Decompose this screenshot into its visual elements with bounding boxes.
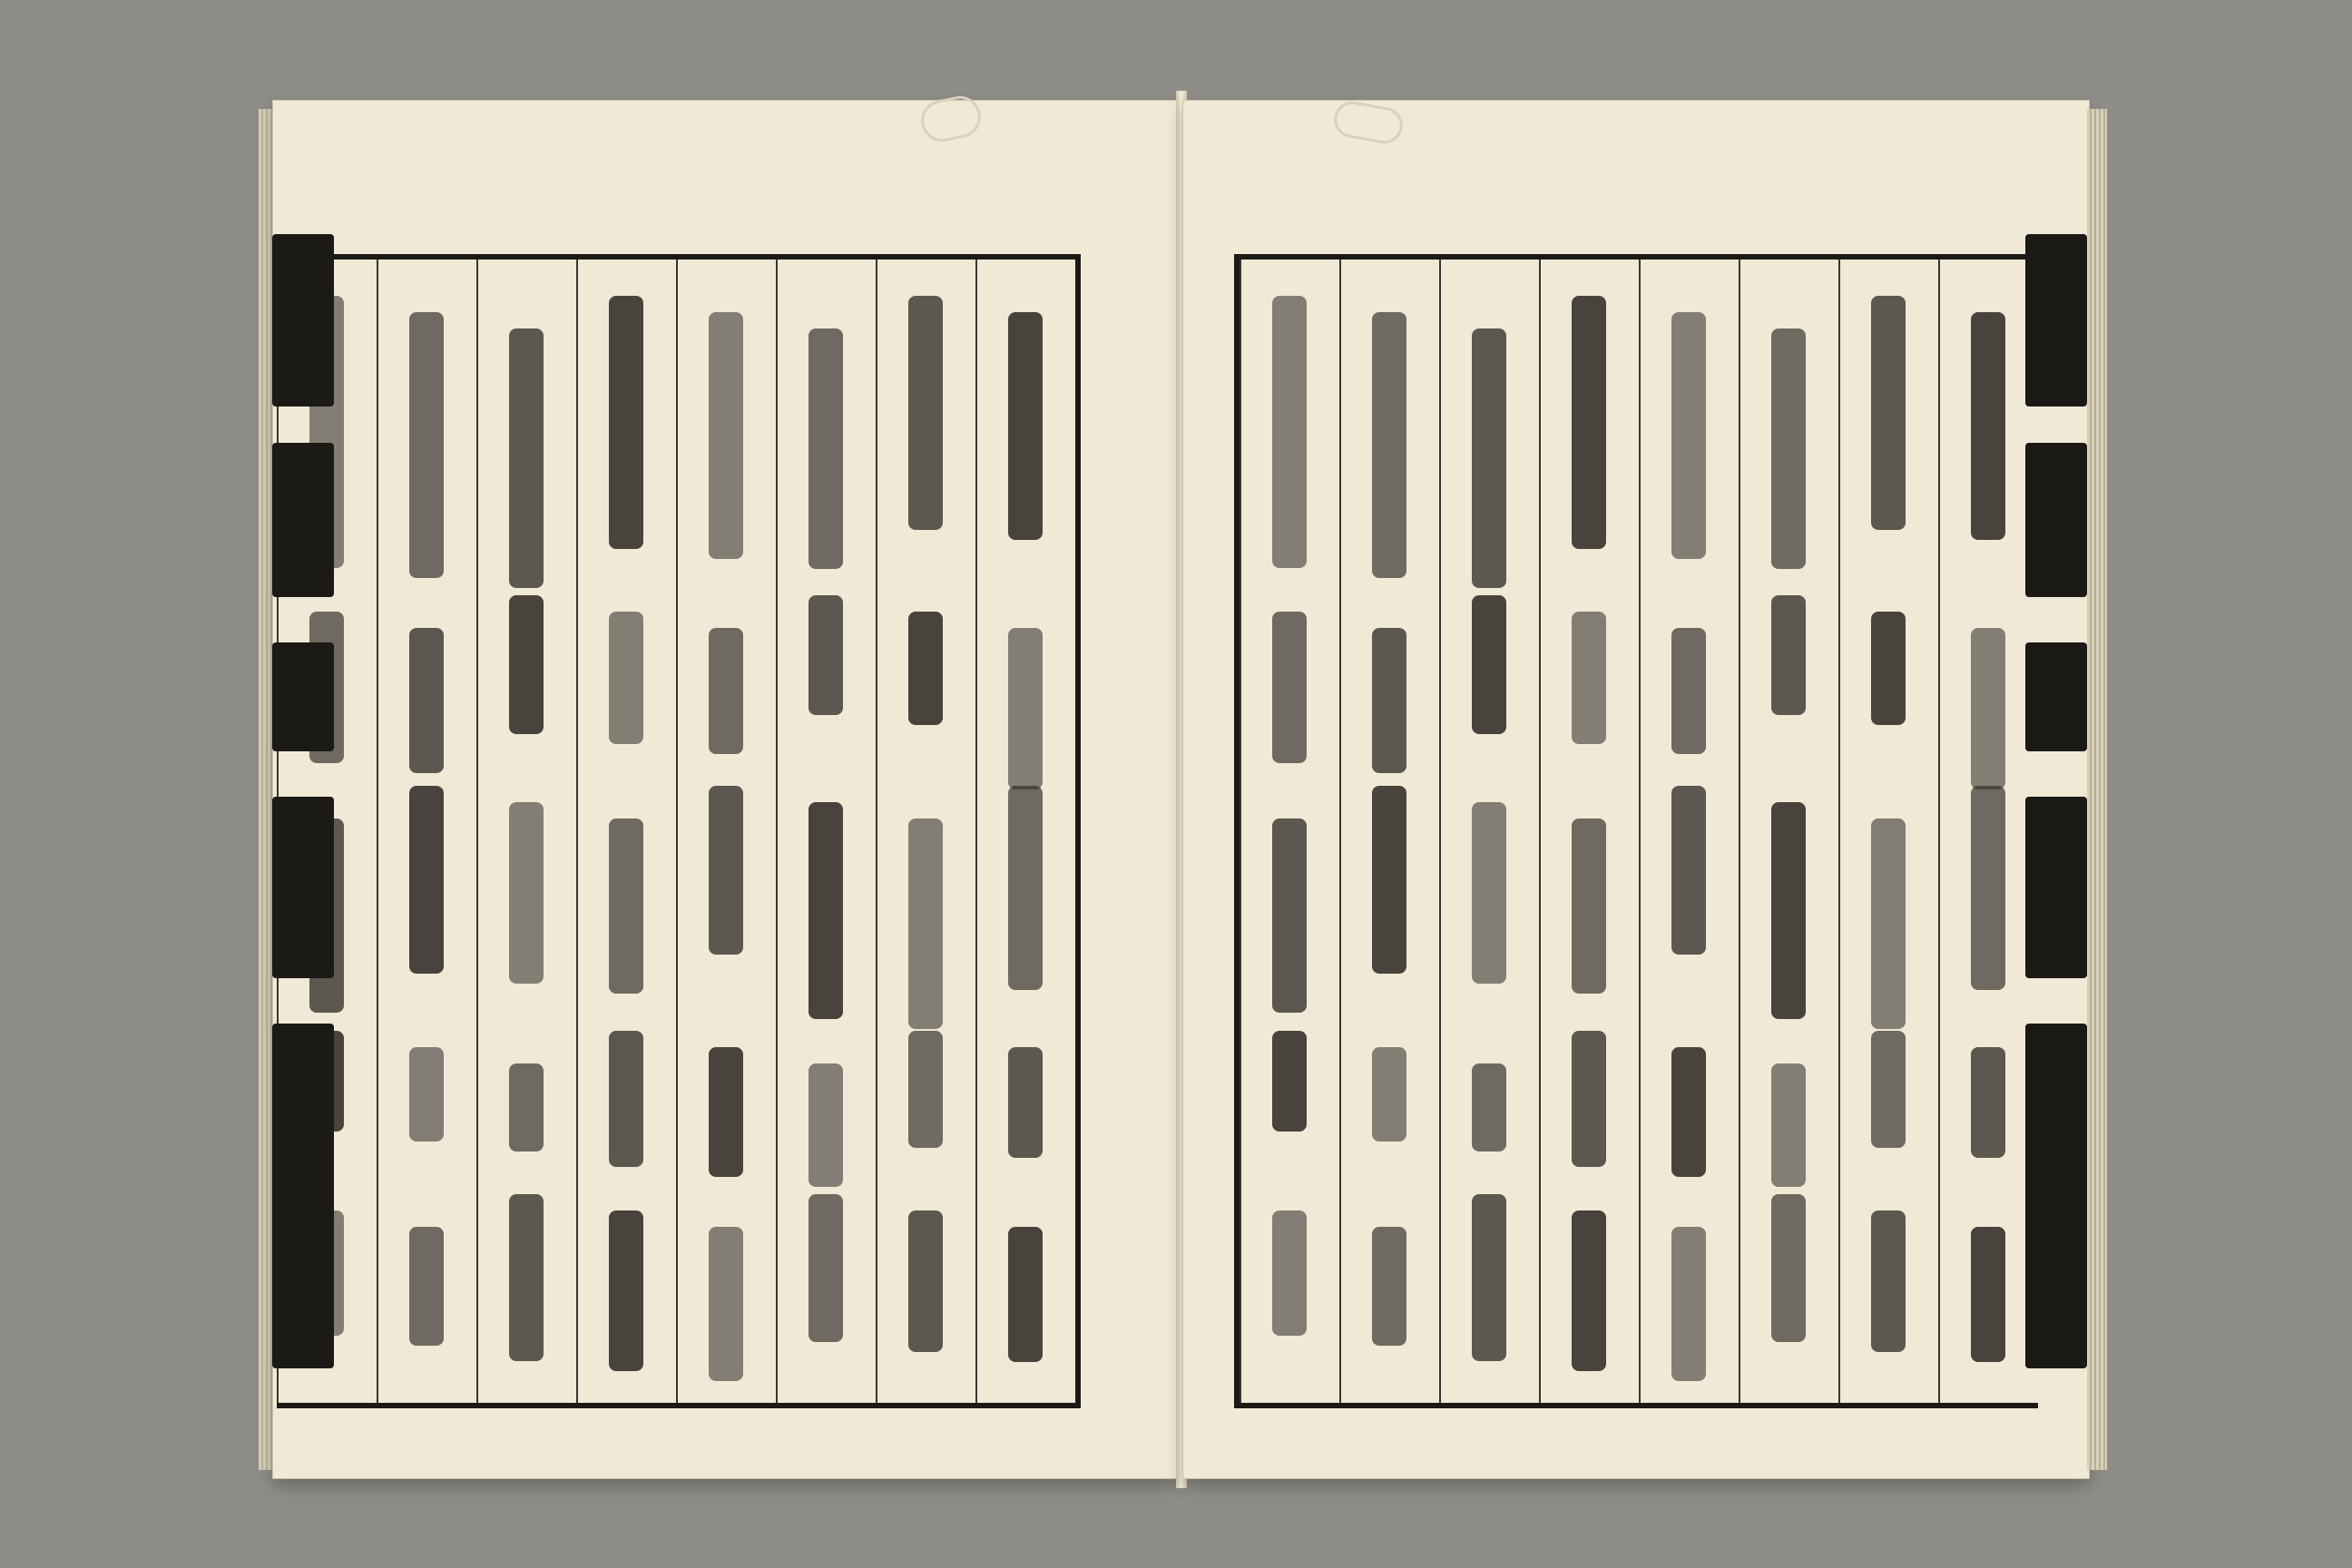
printed-text-block xyxy=(1272,818,1307,1013)
printed-text-block xyxy=(1871,296,1906,530)
column-rule xyxy=(576,260,578,1403)
column-rule xyxy=(1539,260,1541,1403)
right-text-frame xyxy=(1234,254,2038,1408)
printed-text-block xyxy=(1671,312,1706,559)
printed-text-block xyxy=(1971,312,2005,540)
printed-text-block xyxy=(1771,1063,1806,1187)
printed-text-block xyxy=(609,818,643,994)
printed-text-block xyxy=(509,328,544,588)
printed-text-block xyxy=(1008,628,1043,789)
printed-text-block xyxy=(1771,328,1806,569)
printed-text-block xyxy=(1472,802,1506,984)
printed-text-block xyxy=(1871,818,1906,1029)
column-rule xyxy=(975,260,977,1403)
printed-text-block xyxy=(609,1031,643,1167)
printed-text-block xyxy=(409,1047,444,1142)
printed-text-block xyxy=(1871,1031,1906,1148)
printed-text-block xyxy=(1572,1210,1606,1371)
printed-text-block xyxy=(509,1194,544,1361)
printed-text-block xyxy=(609,1210,643,1371)
printed-text-block xyxy=(1572,1031,1606,1167)
printed-text-block xyxy=(409,1227,444,1346)
printed-text-block xyxy=(709,312,743,559)
printed-text-block xyxy=(1272,296,1307,568)
title-band-mark xyxy=(272,443,334,597)
title-band-mark xyxy=(272,234,334,407)
column-rule xyxy=(1838,260,1840,1403)
printed-text-block xyxy=(908,296,943,530)
title-band-mark xyxy=(272,797,334,978)
printed-text-block xyxy=(1008,786,1043,990)
printed-text-block xyxy=(509,1063,544,1152)
printed-text-block xyxy=(1671,1227,1706,1381)
column-rule xyxy=(1938,260,1940,1403)
printed-text-block xyxy=(509,595,544,734)
printed-text-block xyxy=(1472,1194,1506,1361)
printed-text-block xyxy=(409,312,444,578)
printed-text-block xyxy=(1272,1031,1307,1132)
printed-text-block xyxy=(908,818,943,1029)
title-band-mark xyxy=(2025,234,2087,407)
right-page-edge xyxy=(2087,109,2107,1470)
printed-text-block xyxy=(609,296,643,549)
printed-text-block xyxy=(908,612,943,725)
printed-text-block xyxy=(1372,628,1406,773)
printed-text-block xyxy=(1372,312,1406,578)
column-rule xyxy=(1339,260,1341,1403)
column-rule xyxy=(476,260,478,1403)
printed-text-block xyxy=(1008,312,1043,540)
printed-text-block xyxy=(1871,1210,1906,1352)
printed-text-block xyxy=(1372,1227,1406,1346)
printed-text-block xyxy=(1272,1210,1307,1336)
printed-text-block xyxy=(1671,786,1706,955)
printed-text-block xyxy=(1472,328,1506,588)
printed-text-block xyxy=(709,628,743,754)
printed-text-block xyxy=(1272,612,1307,763)
printed-text-block xyxy=(808,595,843,715)
printed-text-block xyxy=(1008,1047,1043,1158)
column-rule xyxy=(377,260,378,1403)
printed-text-block xyxy=(808,1194,843,1342)
printed-text-block xyxy=(808,328,843,569)
title-band-mark xyxy=(2025,443,2087,597)
column-rule xyxy=(676,260,678,1403)
printed-text-block xyxy=(1771,1194,1806,1342)
printed-text-block xyxy=(908,1031,943,1148)
printed-text-block xyxy=(1008,1227,1043,1362)
title-band-mark xyxy=(2025,642,2087,751)
printed-text-block xyxy=(908,1210,943,1352)
printed-text-block xyxy=(409,786,444,974)
printed-text-block xyxy=(1572,296,1606,549)
printed-text-block xyxy=(1671,1047,1706,1177)
printed-text-block xyxy=(1472,595,1506,734)
printed-text-block xyxy=(1971,786,2005,990)
title-band-mark xyxy=(272,1024,334,1368)
column-rule xyxy=(876,260,877,1403)
title-band-mark xyxy=(2025,797,2087,978)
printed-text-block xyxy=(1971,628,2005,789)
column-rule xyxy=(1639,260,1641,1403)
printed-text-block xyxy=(1572,612,1606,744)
title-band-mark xyxy=(2025,1024,2087,1368)
left-text-frame xyxy=(277,254,1081,1408)
printed-text-block xyxy=(709,1227,743,1381)
printed-text-block xyxy=(609,612,643,744)
title-band-mark xyxy=(272,642,334,751)
printed-text-block xyxy=(1372,1047,1406,1142)
printed-text-block xyxy=(1472,1063,1506,1152)
printed-text-block xyxy=(808,1063,843,1187)
printed-text-block xyxy=(1771,802,1806,1019)
printed-text-block xyxy=(808,802,843,1019)
printed-text-block xyxy=(409,628,444,773)
printed-text-block xyxy=(1971,1227,2005,1362)
printed-text-block xyxy=(1671,628,1706,754)
printed-text-block xyxy=(1771,595,1806,715)
column-rule xyxy=(1439,260,1441,1403)
printed-text-block xyxy=(1971,1047,2005,1158)
printed-text-block xyxy=(709,1047,743,1177)
column-rule xyxy=(776,260,778,1403)
column-rule xyxy=(1240,260,1241,1403)
printed-text-block xyxy=(1372,786,1406,974)
printed-text-block xyxy=(509,802,544,984)
printed-text-block xyxy=(1572,818,1606,994)
column-rule xyxy=(1739,260,1740,1403)
printed-text-block xyxy=(1871,612,1906,725)
left-title-band xyxy=(272,234,334,1392)
right-title-band xyxy=(2025,234,2087,1392)
printed-text-block xyxy=(709,786,743,955)
